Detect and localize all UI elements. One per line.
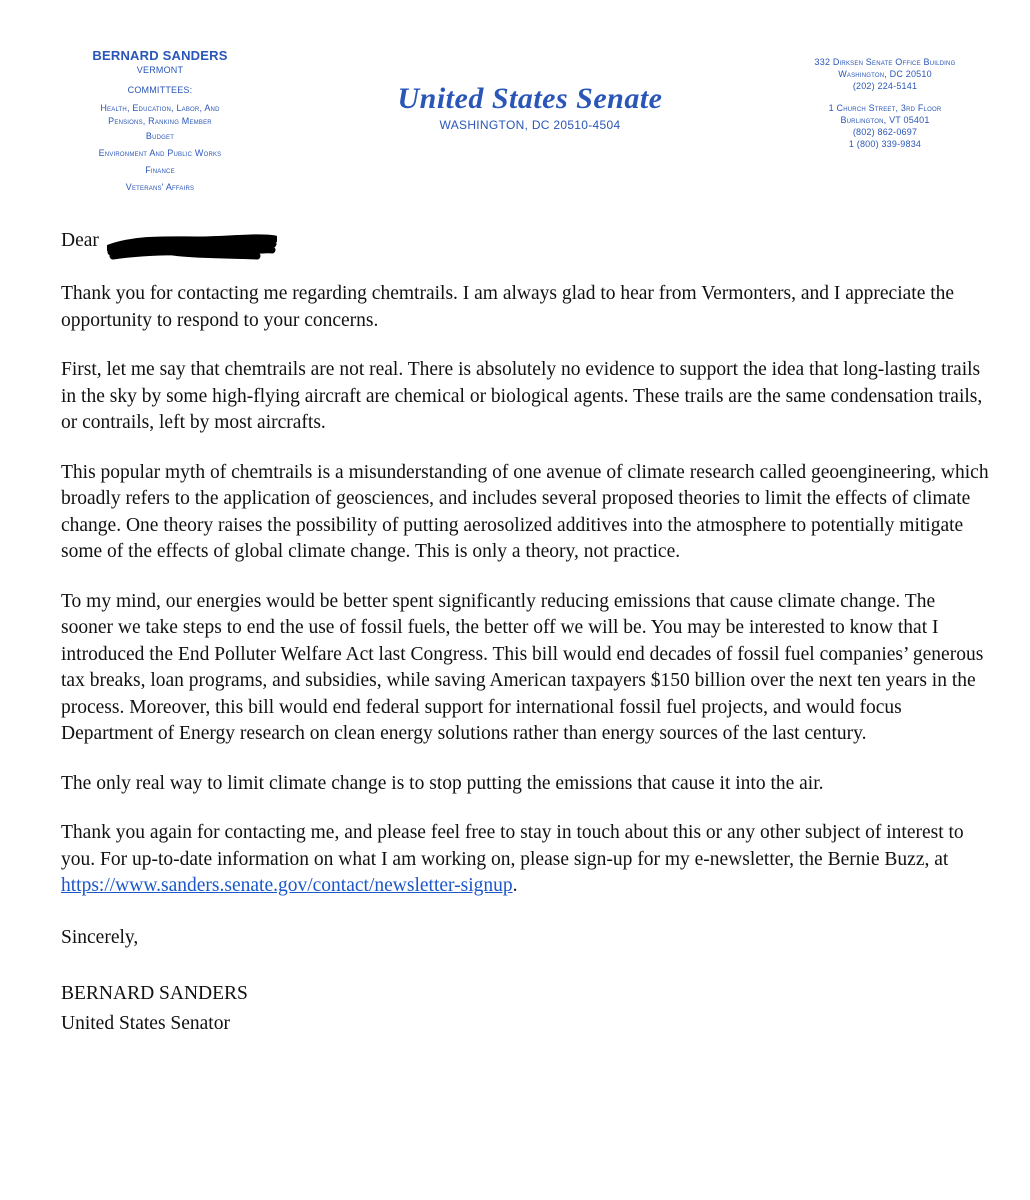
committees-label: COMMITTEES: bbox=[127, 85, 193, 95]
final-paragraph-end: . bbox=[512, 875, 518, 896]
senate-address: WASHINGTON, DC 20510-4504 bbox=[439, 118, 621, 132]
letter-paragraph: First, let me say that chemtrails are not real. There is absolutely no evidence to support the idea that long-lasting trails in the sky by some high-flying aircraft are chemical or biological agents. These trails are the same condensation trails, or contrails, left by most aircrafts. bbox=[61, 359, 983, 433]
letterhead-center-block bbox=[355, 82, 705, 132]
committee-item: Veterans' Affairs bbox=[125, 182, 195, 192]
closing: Sincerely, bbox=[61, 926, 139, 948]
newsletter-signup-link[interactable]: https://www.sanders.senate.gov/contact/newsletter-signup bbox=[61, 875, 513, 896]
letter-paragraph: Thank you for contacting me regarding chemtrails. I am always glad to hear from Vermonters, and I appreciate the opportunity to respond to your concerns. bbox=[61, 283, 955, 331]
salutation: Dear bbox=[61, 230, 99, 251]
letter-paragraph: This popular myth of chemtrails is a misunderstanding of one avenue of climate research called geoengineering, which broadly refers to the application of geosciences, and includes several proposed theories to limit the effects of climate change. One theory raises the possibility of putting aerosolized additives into the atmosphere to potentially mitigate some of the effects of global climate change. This is only a theory, not practice. bbox=[61, 461, 989, 562]
senator-state: VERMONT bbox=[136, 65, 184, 75]
dc-office-line: 332 Dirksen Senate Office Building bbox=[814, 57, 956, 67]
committee-item: Finance bbox=[145, 165, 175, 175]
signature-title: United States Senator bbox=[61, 1013, 230, 1034]
final-paragraph-text: Thank you again for contacting me, and please feel free to stay in touch about this or any other subject of interest to you. For up-to-date information on what I am working on, please sign-up for my e-newsletter, the Bernie Buzz, at bbox=[61, 822, 964, 870]
vt-office-line: 1 Church Street, 3rd Floor bbox=[828, 103, 942, 113]
vt-office-line: Burlington, VT 05401 bbox=[840, 115, 930, 125]
dc-office-phone: (202) 224-5141 bbox=[852, 81, 918, 91]
dc-office-line: Washington, DC 20510 bbox=[838, 69, 932, 79]
letter-body bbox=[61, 228, 991, 1039]
redaction-scribble bbox=[107, 234, 277, 260]
committee-item: Pensions, Ranking Member bbox=[108, 116, 212, 126]
salutation-row bbox=[61, 228, 991, 258]
letter-paragraph: To my mind, our energies would be better spent significantly reducing emissions that cause climate change. The sooner we take steps to end the use of fossil fuels, the better off we will be. You may be interested to know that I introduced the End Polluter Welfare Act last Congress. This bill would end decades of fossil fuel companies’ generous tax breaks, loan programs, and subsidies, while saving American taxpayers $150 billion over the next ten years in the process. Moreover, this bill would end federal support for international fossil fuel projects, and would focus Department of Energy research on clean energy solutions rather than energy sources of the last century. bbox=[61, 590, 984, 744]
signature-name: BERNARD SANDERS bbox=[61, 983, 248, 1004]
letter-paragraph-final bbox=[61, 820, 991, 900]
committee-item: Health, Education, Labor, And bbox=[100, 103, 220, 113]
vt-office-tollfree: 1 (800) 339-9834 bbox=[848, 139, 922, 149]
signature-block bbox=[61, 979, 991, 1039]
senate-title: United States Senate bbox=[397, 82, 663, 115]
letterhead-right-block bbox=[765, 56, 1005, 150]
vt-office-phone: (802) 862-0697 bbox=[852, 127, 918, 137]
senator-name-header: BERNARD SANDERS bbox=[92, 48, 228, 63]
letter-paragraph: The only real way to limit climate change is to stop putting the emissions that cause it into the air. bbox=[61, 772, 824, 794]
letterhead-left-block bbox=[50, 48, 270, 196]
committee-item: Budget bbox=[145, 131, 175, 141]
committee-item: Environment And Public Works bbox=[98, 148, 222, 158]
